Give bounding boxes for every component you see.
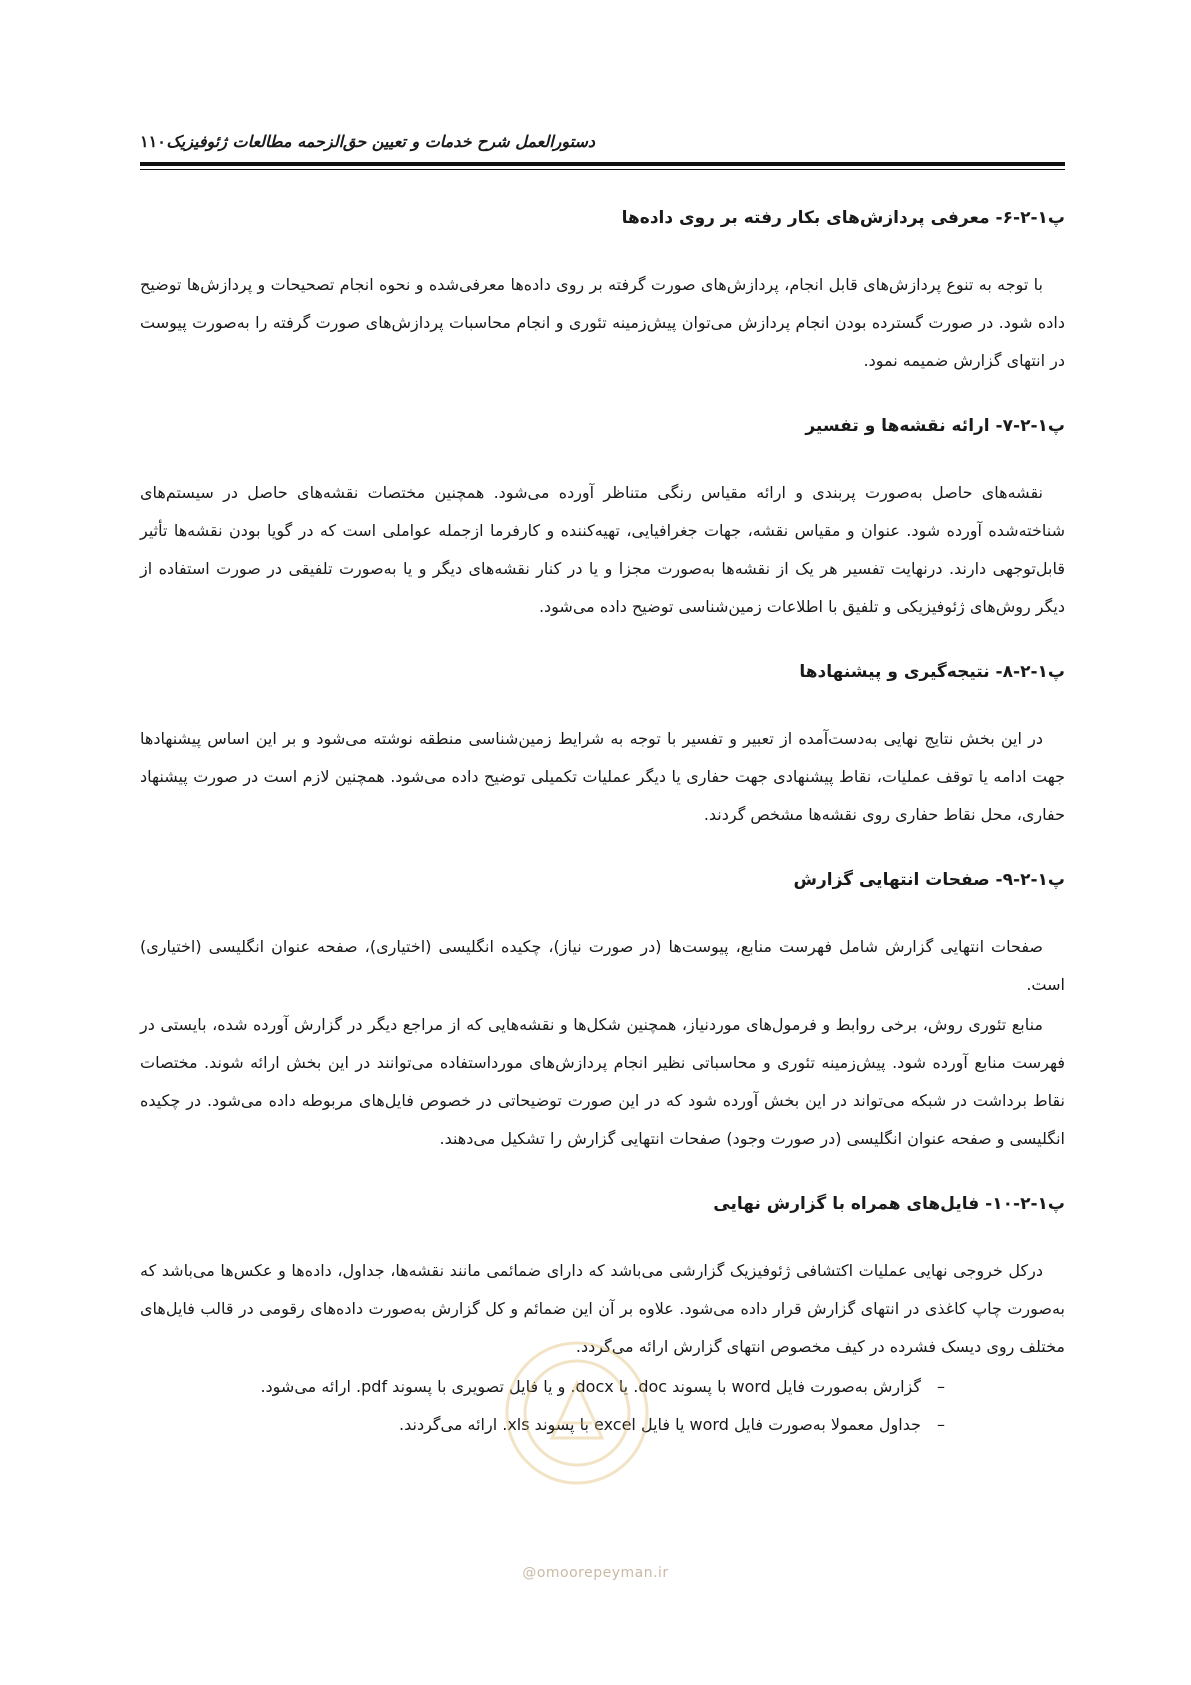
section-heading-6: پ۱-۲-۶- معرفی پردازش‌های بکار رفته بر روی داده‌ها [621,208,1065,228]
dash-bullet: – [937,1415,945,1434]
section-6-paragraph: با توجه به تنوع پردازش‌های قابل انجام، پردازش‌های صورت گرفته بر روی داده‌ها معرفی‌شده و نحوه انجام تصحیحات و پردازش‌ها توضیح داده شود. در صورت گسترده بودن انجام پردازش می‌توان پیش‌زمینه تئوری و انجام محاسبات پردازش‌های صورت گرفته را به‌صورت پیوست در انتهای گزارش ضمیمه نمود. [140,275,1065,370]
section-heading-7: پ۱-۲-۷- ارائه نقشه‌ها و تفسیر [805,416,1065,436]
dash-bullet: – [937,1377,945,1396]
watermark-site: @omoorepeyman.ir [522,1565,669,1581]
header-rule-thick [140,162,1065,166]
page-number: ۱۱۰ [140,132,166,151]
section-9-paragraph-2: منابع تئوری روش، برخی روابط و فرمول‌های موردنیاز، همچنین شکل‌ها و نقشه‌هایی که از مراجع دیگر در گزارش آورده شده، بایستی در فهرست منابع آورده شود. پیش‌زمینه تئوری و محاسباتی نظیر انجام پردازش‌های مورداستفاده می‌توانند در این بخش ارائه شوند. مختصات نقاط برداشت در شبکه می‌تواند در این بخش آورده شود که در این صورت توضیحاتی در خصوص فایل‌های مربوطه داده می‌شود. در چکیده انگلیسی و صفحه عنوان انگلیسی (در صورت وجود) صفحات انتهایی گزارش را تشکیل می‌دهند. [140,1015,1065,1148]
header-rule-thin [140,169,1065,170]
list-item-text: جداول معمولا به‌صورت فایل word یا فایل excel با پسوند xls. ارائه می‌گردند. [399,1415,921,1434]
page-header [140,128,1065,158]
section-8-paragraph: در این بخش نتایج نهایی به‌دست‌آمده از تعبیر و تفسیر با توجه به شرایط زمین‌شناسی منطقه نوشته می‌شود و بر این اساس پیشنهادها جهت ادامه یا توقف عملیات، نقاط پیشنهادی جهت حفاری یا دیگر عملیات تکمیلی توضیح داده می‌شود. همچنین لازم است در صورت پیشنهاد حفاری، محل نقاط حفاری روی نقشه‌ها مشخص گردند. [140,729,1065,824]
section-heading-10: پ۱-۲-۱۰- فایل‌های همراه با گزارش نهایی [713,1194,1065,1214]
page-content [140,198,1065,1444]
list-item-text: گزارش به‌صورت فایل word با پسوند doc. یا docx. و یا فایل تصویری با پسوند pdf. ارائه می‌شود. [260,1377,921,1396]
section-heading-9: پ۱-۲-۹- صفحات انتهایی گزارش [793,870,1065,890]
watermark-seal-icon [492,1328,662,1498]
section-9-paragraph-1: صفحات انتهایی گزارش شامل فهرست منابع، پیوست‌ها (در صورت نیاز)، چکیده انگلیسی (اختیاری)، صفحه عنوان انگلیسی (اختیاری) است. [140,937,1065,994]
section-7-paragraph: نقشه‌های حاصل به‌صورت پربندی و ارائه مقیاس رنگی متناظر آورده می‌شود. همچنین مختصات نقشه‌های حاصل در سیستم‌های شناخته‌شده آورده شود. عنوان و مقیاس نقشه، جهات جغرافیایی، تهیه‌کننده و کارفرما ازجمله عواملی است که در گویا بودن نقشه‌ها تأثیر قابل‌توجهی دارند. درنهایت تفسیر هر یک از نقشه‌ها به‌صورت مجزا و یا در کنار نقشه‌های دیگر و یا به‌صورت تلفیقی در صورت استفاده از دیگر روش‌های ژئوفیزیکی و تلفیق با اطلاعات زمین‌شناسی توضیح داده می‌شود. [140,483,1065,616]
header-title: دستورالعمل شرح خدمات و تعیین حق‌الزحمه مطالعات ژئوفیزیک [166,132,595,151]
section-10-paragraph: درکل خروجی نهایی عملیات اکتشافی ژئوفیزیک گزارشی می‌باشد که دارای ضمائمی مانند نقشه‌ها، جداول، داده‌ها و عکس‌ها می‌باشد که به‌صورت چاپ کاغذی در انتهای گزارش قرار داده می‌شود. علاوه بر آن این ضمائم و کل گزارش به‌صورت داده‌های رقومی در قالب فایل‌های مختلف روی دیسک فشرده در کیف مخصوص انتهای گزارش ارائه می‌گردد. [140,1261,1065,1356]
section-heading-8: پ۱-۲-۸- نتیجه‌گیری و پیشنهادها [799,662,1065,682]
